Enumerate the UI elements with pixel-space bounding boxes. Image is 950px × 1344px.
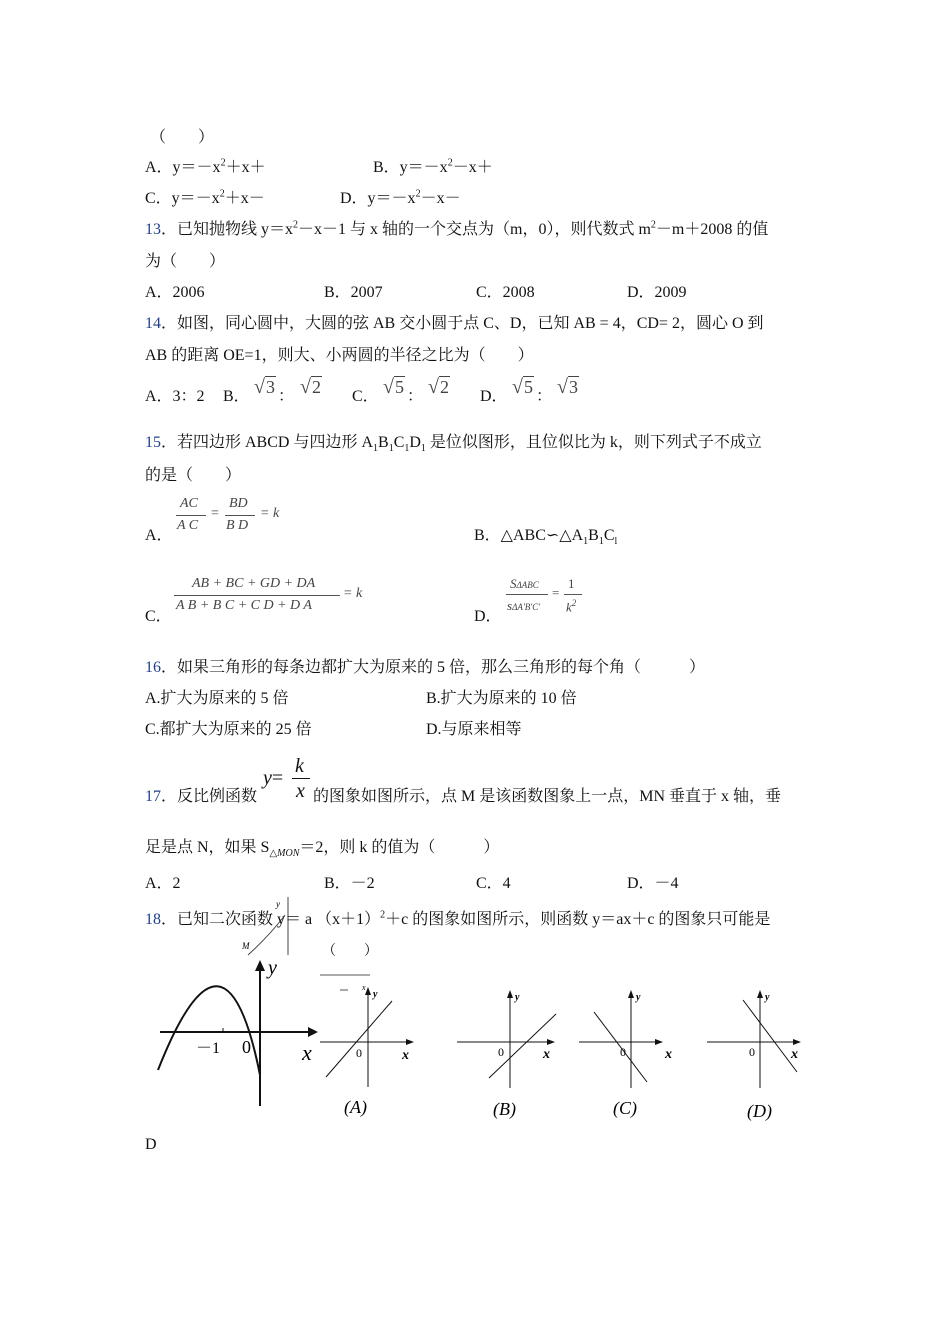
q17-option-b: B．－2 [324, 875, 375, 892]
q14-stem-line1: 14．如图，同心圆中，大圆的弦 AB 交小圆于点 C、D，已知 AB = 4，CD= 2，圆心 O 到 [145, 315, 764, 332]
q14-option-c: C． [352, 388, 379, 405]
graph-c-y-label: y [636, 992, 641, 1003]
ratio-colon: ： [536, 388, 553, 405]
parabola-origin-label: 0 [242, 1037, 251, 1057]
q14-stem-line2: AB 的距离 OE=1，则大、小两圆的半径之比为（ ） [145, 347, 534, 364]
mini-x-label: x [362, 983, 366, 992]
q15-stem-line2: 的是（ ） [145, 467, 242, 484]
q17-formula-x: x [296, 780, 305, 802]
q18-answer: D [145, 1136, 157, 1153]
q17-option-d: D．－4 [627, 875, 679, 892]
q17-option-c: C．4 [476, 875, 511, 892]
graph-b-origin: 0 [498, 1045, 504, 1059]
q16-option-a: A.扩大为原来的 5 倍 [145, 690, 289, 707]
q15-option-a: A． [145, 527, 173, 544]
graph-c-origin: 0 [620, 1045, 626, 1059]
graph-a-x-label: x [402, 1048, 409, 1063]
q15-a-fraction-formula: AC A C = BD B D = k [177, 496, 280, 533]
sqrt2-radical: √2 [428, 376, 449, 398]
q15-option-b: B．$\triangle ABC∽\triangle A_1B_1C_l$ [474, 527, 618, 548]
q17-fraction-bar [292, 778, 310, 779]
q12-option-a: A．$y=-x^2+x+$ [145, 157, 266, 176]
q18-stem: 18．已知二次函数 y＝ a $(x+1)^2+c$ 的图象如图所示，则函数 y＝ax＋c 的图象只可能是 [145, 909, 771, 928]
q13-option-b: B．2007 [324, 284, 383, 301]
q13-option-d: D．2009 [627, 284, 687, 301]
sqrt3-radical: √3 [254, 376, 275, 398]
q16-option-d: D.与原来相等 [426, 721, 522, 738]
sqrt5-radical: √5 [512, 376, 533, 398]
q14-option-d: D． [480, 388, 508, 405]
q18-paren: （ ） [322, 944, 378, 959]
q13-option-a: A．2006 [145, 284, 205, 301]
q17-formula-y: y= [263, 767, 284, 789]
q17-stem-pre: 17．反比例函数 [145, 788, 258, 805]
graph-b-y-label: y [515, 992, 520, 1003]
q18-graph-c [577, 988, 687, 1123]
graph-c-x-label: x [665, 1047, 672, 1062]
graph-b-caption: (B) [493, 1099, 516, 1119]
q12-option-b: B．$y=-x^2-x+$ [373, 157, 493, 176]
graph-d-x-label: x [791, 1047, 798, 1062]
q13-option-c: C．2008 [476, 284, 535, 301]
ratio-colon: ： [278, 388, 295, 405]
graph-d-caption: (D) [747, 1101, 772, 1121]
q17-formula-k: k [295, 755, 304, 777]
parabola-y-label: y [268, 957, 277, 979]
q16-option-b: B.扩大为原来的 10 倍 [426, 690, 577, 707]
graph-d-origin: 0 [749, 1045, 755, 1059]
q12-stem-tail: （ ） [150, 129, 215, 146]
ratio-colon: ： [407, 388, 424, 405]
q13-stem-line1: 13．已知抛物线 $y=x^2-x-1$ 与 x 轴的一个交点为（m，0），则代数式 $m^2-m+2008$ 的值 [145, 219, 769, 238]
graph-b-x-label: x [543, 1047, 550, 1062]
sqrt2-radical: √2 [300, 376, 321, 398]
q15-stem-line1: 15．若四边形 ABCD 与四边形 $A_1B_1C_1D_1$ 是位似图形，且位似比为 k，则下列式子不成立 [145, 434, 762, 455]
parabola-neg1-label: －1 [196, 1040, 221, 1057]
mini-m-label: M [242, 941, 250, 951]
q17-stem-post: 的图象如图所示，点 M 是该函数图象上一点，MN 垂直于 x 轴，垂 [313, 788, 782, 805]
mini-y-label: y [276, 899, 280, 909]
q16-stem: 16．如果三角形的每条边都扩大为原来的 5 倍，那么三角形的每个角（ ） [145, 659, 706, 676]
q17-option-a: A．2 [145, 875, 181, 892]
q15-option-d: D． [474, 608, 502, 625]
q18-graph-d [705, 988, 810, 1128]
q18-parabola-figure [150, 950, 325, 1110]
q14-option-a: A．3：2 [145, 388, 205, 405]
graph-d-y-label: y [765, 992, 770, 1003]
q18-graph-b [455, 988, 565, 1123]
sqrt5-radical: √5 [383, 376, 404, 398]
q12-option-d: D．$y=-x^2-x-$ [340, 188, 461, 207]
q13-stem-line2: 为（ ） [145, 253, 226, 270]
parabola-x-label: x [302, 1040, 312, 1065]
q15-c-fraction-formula: AB + BC + GD + DA A B + B C + C D + D A = k [176, 576, 363, 613]
q15-d-fraction-formula: SΔABC sΔA'B'C' = 1 $k^2$ [506, 576, 596, 620]
q14-option-b: B． [223, 388, 250, 405]
q15-option-c: C． [145, 608, 172, 625]
q12-option-c: C．$y=-x^2+x-$ [145, 188, 265, 207]
q17-stem-line2: 足是点 N，如果 $S_{\triangle MON}=2$，则 k 的值为（ ） [145, 839, 500, 860]
q18-graph-a [318, 985, 418, 1120]
graph-a-y-label: y [373, 989, 378, 1000]
graph-c-caption: (C) [613, 1098, 637, 1118]
q16-option-c: C.都扩大为原来的 25 倍 [145, 721, 312, 738]
sqrt3-radical: √3 [557, 376, 578, 398]
graph-a-caption: (A) [344, 1097, 367, 1117]
graph-a-origin: 0 [356, 1046, 362, 1060]
